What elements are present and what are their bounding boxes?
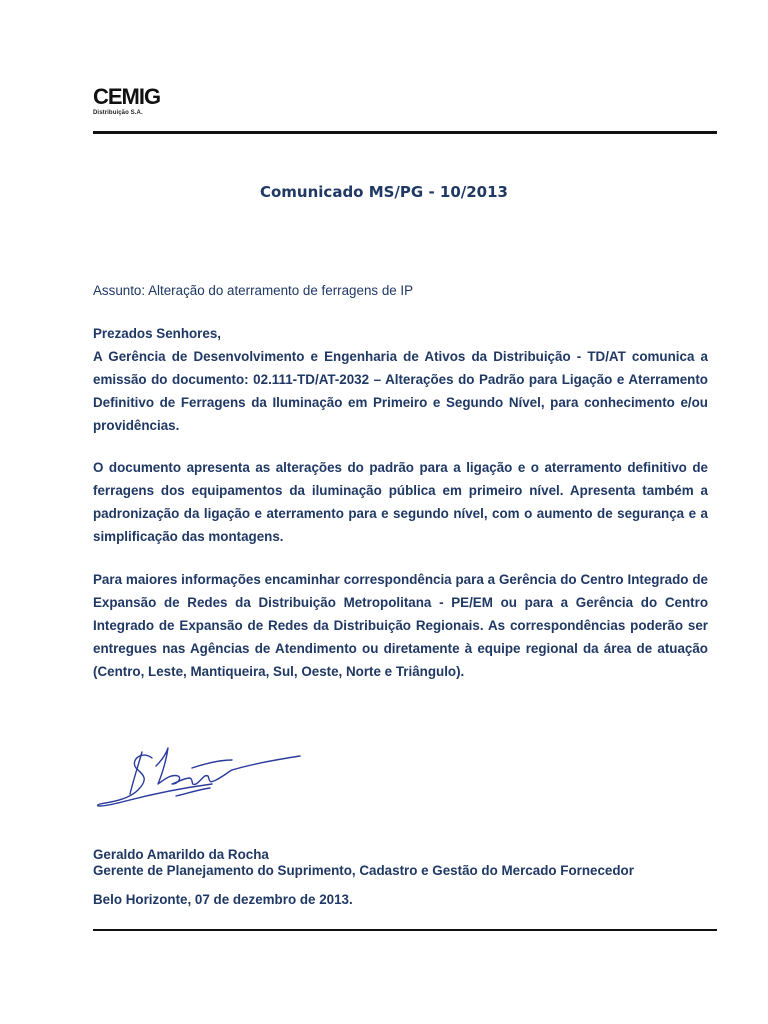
header-rule bbox=[93, 131, 717, 134]
cemig-logo bbox=[93, 84, 173, 124]
cemig-logo-mark bbox=[93, 84, 173, 108]
body-paragraph: Para maiores informações encaminhar correspondência para a Gerência do Centro Integrado de Expansão de Redes da Distribuição Metropolitana - PE/EM ou para a Gerência do Centro Integrado de Expansão de Redes da Distribuição Regionais. As correspondências poderão ser entregues nas Agências de Atendimento ou diretamente à equipe regional da área de atuação (Centro, Leste, Mantiqueira, Sul, Oeste, Norte e Triângulo). bbox=[93, 572, 708, 679]
footer-rule bbox=[93, 929, 717, 931]
body-paragraph: A Gerência de Desenvolvimento e Engenharia de Ativos da Distribuição - TD/AT comunica a emissão do documento: 02.111-TD/AT-2032 – Alterações do Padrão para Ligação e Aterramento Definitivo de Ferragens da Iluminação em Primeiro e Segundo Nível, para conhecimento e/ou providências. bbox=[93, 349, 708, 433]
logo-subtitle: Distribuição S.A. bbox=[93, 110, 143, 116]
logo-wordmark: CEMIG bbox=[93, 84, 161, 108]
document-title: Comunicado MS/PG - 10/2013 bbox=[259, 183, 508, 201]
body-paragraph: O documento apresenta as alterações do padrão para a ligação e o aterramento definitivo de ferragens dos equipamentos da iluminação pública em primeiro nível. Apresenta também a padronização da ligação e aterramento para e segundo nível, com o aumento de segurança e a simplificação das montagens. bbox=[93, 460, 708, 544]
subject-line: Assunto: Alteração do aterramento de ferragens de IP bbox=[93, 283, 414, 298]
place-and-date: Belo Horizonte, 07 de dezembro de 2013. bbox=[93, 892, 353, 907]
signatory-title: Gerente de Planejamento do Suprimento, Cadastro e Gestão do Mercado Fornecedor bbox=[93, 863, 634, 878]
signatory-name: Geraldo Amarildo da Rocha bbox=[93, 847, 269, 862]
greeting: Prezados Senhores, bbox=[93, 326, 222, 341]
handwritten-signature bbox=[92, 738, 304, 816]
signature-block bbox=[93, 847, 634, 879]
